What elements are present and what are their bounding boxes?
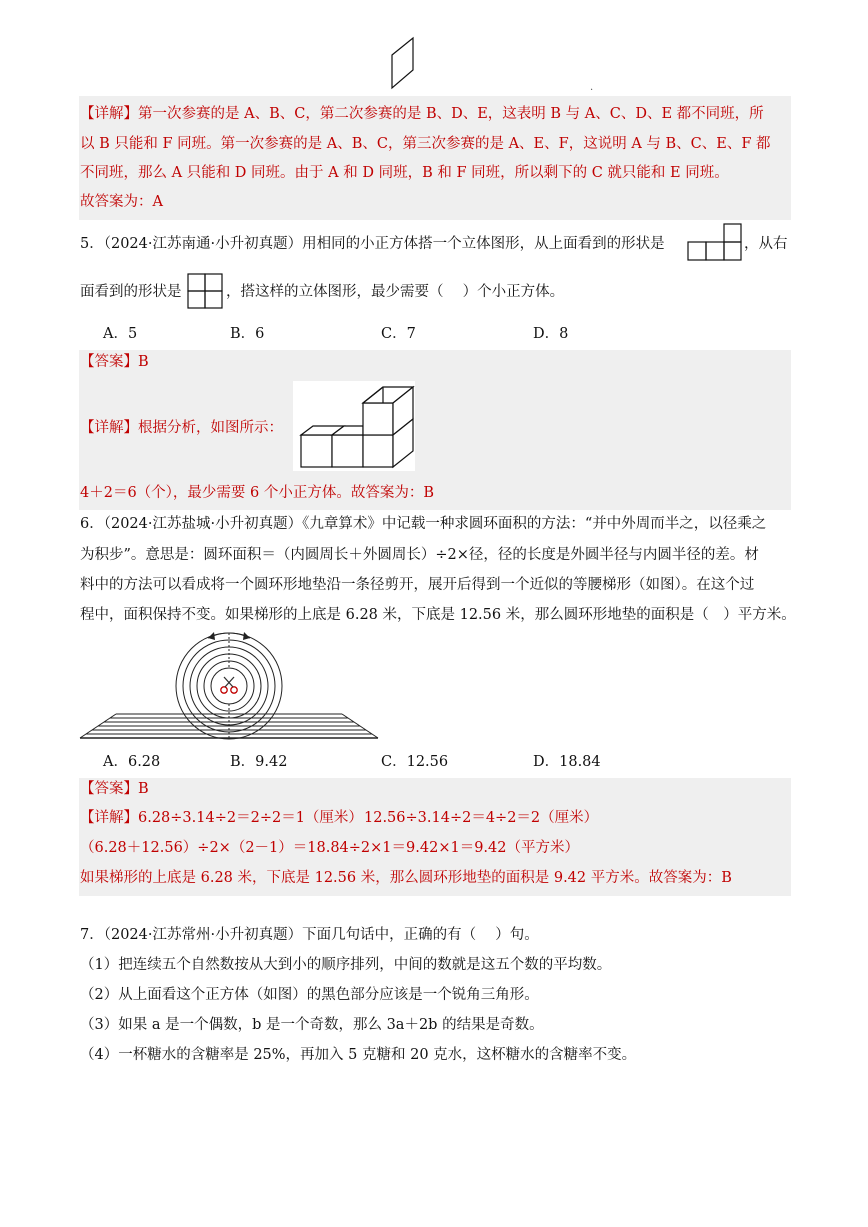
q6-stem-line-4: 程中，面积保持不变。如果梯形的上底是 6.28 米，下底是 12.56 米，那么圆环形地垫的面积是（ ）平方米。 (80, 607, 796, 623)
detail-tag: 【详解】 (80, 420, 138, 436)
q6-calc-2: 12.56÷3.14÷2＝4÷2＝2（厘米） (364, 810, 599, 826)
scissors-icon (221, 677, 237, 693)
detail-tag: 【详解】 (80, 810, 138, 826)
answer-tag: 【答案】 (80, 354, 138, 370)
right-view-figure (188, 274, 224, 310)
q6-calc-line-1 (80, 808, 363, 828)
q5-stem-part1: 5．（2024·江苏南通·小升初真题）用相同的小正方体搭一个立体图形，从上面看到的形状是 (80, 236, 665, 252)
answer-value: B (138, 354, 149, 370)
q5-option-c: C．7 (381, 326, 416, 342)
answer-tag: 【答案】 (80, 781, 138, 797)
q5-stem-part3: 面看到的形状是 (80, 284, 182, 300)
q5-detail-line (80, 418, 283, 438)
q7-item-4: （4）一杯糖水的含糖率是 25%，再加入 5 克糖和 20 克水，这杯糖水的含糖率不变。 (80, 1047, 637, 1063)
detail-text: 第一次参赛的是 A、B、C，第二次参赛的是 B、D、E，这表明 B 与 A、C、D、E 都不同班，所 (138, 106, 764, 122)
answer-value: B (138, 781, 149, 797)
q6-stem-line-2: 为积步”。意思是：圆环面积＝（内圆周长＋外圆周长）÷2×径，径的长度是外圆半径与内圆半径的差。材 (80, 547, 759, 563)
q5-option-a: A．5 (103, 326, 138, 342)
q6-conclusion: 如果梯形的上底是 6.28 米，下底是 12.56 米，那么圆环形地垫的面积是 9.42 平方米。故答案为：B (80, 870, 732, 886)
top-view-figure (688, 224, 742, 261)
detail-conclusion: 故答案为：A (80, 194, 163, 210)
q6-stem-line-1: 6．（2024·江苏盐城·小升初真题）《九章算术》中记载一种求圆环面积的方法：“并中外周而半之，以径乘之 (80, 516, 767, 532)
q5-option-b: B．6 (230, 326, 265, 342)
q6-answer-line (80, 779, 149, 799)
q6-option-c: C．12.56 (381, 754, 449, 770)
detail-line-3: 不同班，那么 A 只能和 D 同班。由于 A 和 D 同班，B 和 F 同班，所以剩下的 C 就只能和 E 同班。 (80, 165, 729, 181)
q5-option-d: D．8 (533, 326, 569, 342)
page-marker: . (590, 82, 594, 93)
q6-calc-line-3: （6.28＋12.56）÷2×（2－1）＝18.84÷2×1＝9.42×1＝9.42（平方米） (80, 840, 579, 856)
q7-item-1: （1）把连续五个自然数按从大到小的顺序排列，中间的数就是这五个数的平均数。 (80, 957, 612, 973)
cube-stack-figure (293, 381, 415, 471)
q5-conclusion: 4＋2＝6（个），最少需要 6 个小正方体。故答案为：B (80, 485, 435, 501)
detail-text: 根据分析，如图所示： (138, 420, 283, 436)
q5-answer-line (80, 352, 149, 372)
q5-stem-part4: ，搭这样的立体图形，最少需要（ ）个小正方体。 (226, 284, 565, 300)
q6-stem-line-3: 料中的方法可以看成将一个圆环形地垫沿一条径剪开，展开后得到一个近似的等腰梯形（如图）。在这个过 (80, 577, 755, 593)
q6-option-d: D．18.84 (533, 754, 601, 770)
q7-item-3: （3）如果 a 是一个偶数，b 是一个奇数，那么 3a＋2b 的结果是奇数。 (80, 1017, 544, 1033)
q7-stem: 7．（2024·江苏常州·小升初真题）下面几句话中，正确的有（ ）句。 (80, 927, 539, 943)
ring-trapezoid-figure (80, 630, 380, 742)
detail-line-2: 以 B 只能和 F 同班。第一次参赛的是 A、B、C，第三次参赛的是 A、E、F，这说明 A 与 B、C、E、F 都 (80, 136, 771, 152)
q6-option-a: A．6.28 (103, 754, 161, 770)
q6-option-b: B．9.42 (230, 754, 288, 770)
detail-line-1 (80, 104, 764, 124)
q5-stem-part2: ，从右 (744, 236, 788, 252)
calc-1: 6.28÷3.14÷2＝2÷2＝1（厘米） (138, 810, 363, 826)
q7-item-2: （2）从上面看这个正方体（如图）的黑色部分应该是一个锐角三角形。 (80, 987, 539, 1003)
detail-tag: 【详解】 (80, 106, 138, 122)
